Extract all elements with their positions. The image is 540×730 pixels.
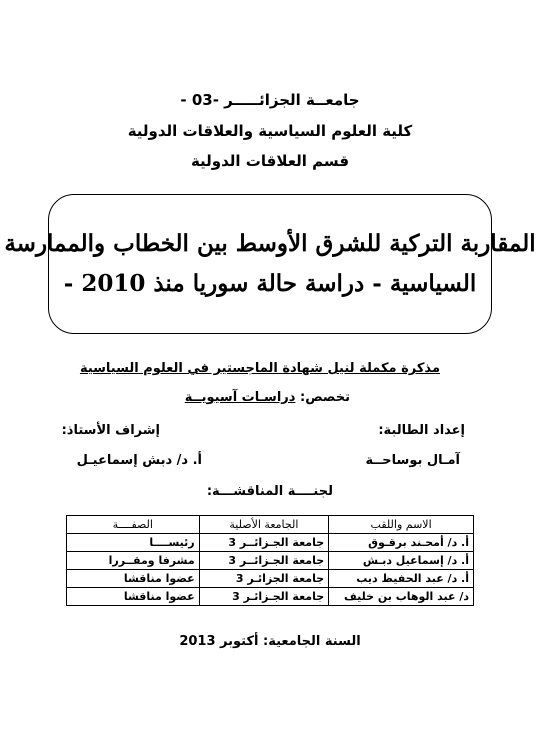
specialty-label: تخصص:	[300, 390, 350, 405]
member-name: أ. د/ أمحـند برقـوق	[329, 534, 474, 552]
member-role: مشرفا ومقــررا	[67, 552, 200, 570]
specialty-value: دراسـات آسيويــة	[184, 390, 296, 405]
thesis-title-line-2: السياسية - دراسة حالة سوريا منذ 2010 -	[63, 270, 477, 297]
member-name: أ. د/ عبد الحفيظ ديب	[329, 570, 474, 588]
member-university: جامعة الجزائـر 3	[199, 570, 329, 588]
member-role: عضوا مناقشا	[67, 588, 200, 606]
student-label: إعداد الطالبة:	[378, 423, 465, 438]
specialty	[185, 390, 350, 405]
student-name: آمـال بوساحــة	[365, 453, 460, 468]
committee-heading: لجنــــة المناقشـــة:	[206, 484, 333, 499]
table-row	[67, 534, 474, 552]
academic-year-value: أكتوبر 2013	[179, 634, 259, 649]
thesis-description-text: مذكرة مكملة لنيل شهادة الماجستير في العلوم السياسية	[79, 361, 440, 376]
header-role: الصفــــة	[67, 516, 200, 534]
member-role: عضوا مناقشا	[67, 570, 200, 588]
supervisor-label: إشراف الأستاذ:	[61, 423, 160, 438]
header-university: الجامعة الأصلية	[199, 516, 329, 534]
table-row	[67, 588, 474, 606]
academic-year-label: السنة الجامعية:	[263, 634, 361, 649]
member-university: جامعة الجـزائـر 3	[199, 588, 329, 606]
thesis-title-box	[4, 194, 536, 334]
member-role: رئيســــا	[67, 534, 200, 552]
faculty-name: كلية العلوم السياسية والعلاقات الدولية	[127, 122, 413, 140]
table-row	[67, 552, 474, 570]
header-name: الاسم واللقب	[329, 516, 474, 534]
member-name: د/ عبد الوهاب بن خليف	[329, 588, 474, 606]
member-name: أ. د/ إسماعيل دبـش	[329, 552, 474, 570]
member-university: جامعة الجـزائــر 3	[199, 534, 329, 552]
university-name: جامعــة الجزائـــــر -03 -	[180, 91, 360, 109]
supervisor-name: أ. د/ دبش إسماعيـل	[76, 453, 202, 468]
member-university: جامعة الجـزائــر 3	[199, 552, 329, 570]
academic-year	[0, 634, 540, 649]
committee-table	[66, 515, 474, 606]
table-row	[67, 570, 474, 588]
committee-header-row	[67, 516, 474, 534]
thesis-title-line-1: المقاربة التركية للشرق الأوسط بين الخطاب والممارسة	[4, 230, 536, 257]
department-name: قسم العلاقات الدولية	[190, 152, 350, 170]
thesis-description	[80, 361, 440, 376]
